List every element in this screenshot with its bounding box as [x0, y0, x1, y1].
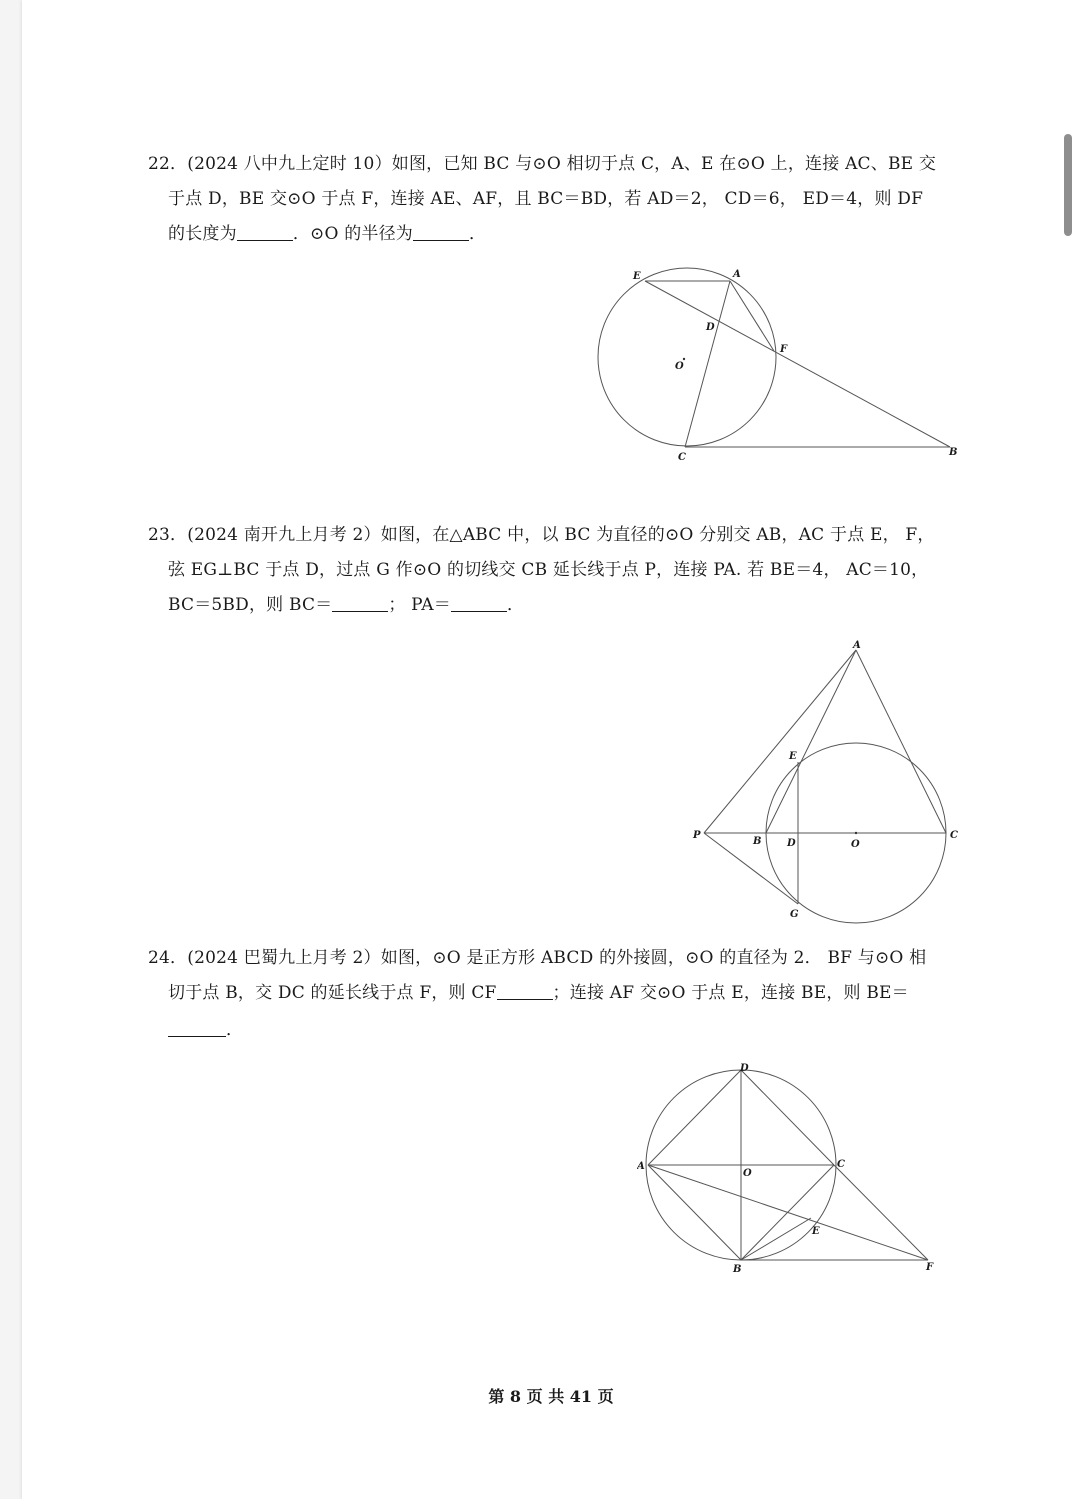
label-e-23: E — [789, 751, 797, 762]
center-dot-23 — [855, 832, 857, 834]
segment-da — [648, 1070, 741, 1165]
problem-23-text-c: ． — [506, 595, 525, 615]
label-a-22: A — [733, 269, 741, 280]
label-o-22: O — [675, 361, 684, 372]
page-number: 第 8 页 共 41 页 — [488, 1387, 614, 1406]
problem-23-line-2: 弦 EG⊥BC 于点 D，过点 G 作⊙O 的切线交 CB 延长线于点 P，连接 PA. 若 BE＝4， AC＝10， — [168, 560, 929, 580]
problem-23-line-1: 23．(2024 南开九上月考 2）如图，在△ABC 中，以 BC 为直径的⊙O 分别交 AB，AC 于点 E， F， — [148, 525, 935, 545]
problem-24-text-b: ；连接 AF 交⊙O 于点 E，连接 BE，则 BE＝ — [552, 983, 909, 1003]
segment-ac-23 — [856, 650, 946, 833]
problem-24-line-2 — [168, 982, 909, 1004]
label-b-24: B — [733, 1264, 742, 1275]
label-c-24: C — [837, 1159, 845, 1170]
segment-dc — [741, 1070, 834, 1165]
segment-eb — [645, 281, 950, 447]
answer-blank-df[interactable] — [237, 224, 293, 241]
figure-23 — [682, 635, 972, 925]
label-e-22: E — [633, 271, 641, 282]
problem-24-text-c: ． — [226, 1020, 244, 1040]
center-dot-22 — [683, 358, 685, 360]
problem-22-line-1: 22．(2024 八中九上定时 10）如图，已知 BC 与⊙O 相切于点 C，A、E 在⊙O 上，连接 AC、BE 交 — [148, 154, 937, 174]
problem-22-line-2: 于点 D，BE 交⊙O 于点 F，连接 AE、AF，且 BC＝BD，若 AD＝2， CD＝6， ED＝4，则 DF — [168, 189, 924, 209]
answer-blank-cf[interactable] — [497, 983, 553, 1000]
label-o-23: O — [851, 839, 860, 850]
label-d-24: D — [740, 1063, 749, 1074]
label-d-22: D — [706, 322, 715, 333]
label-c-22: C — [678, 452, 686, 463]
segment-af — [648, 1165, 928, 1260]
label-c-23: C — [950, 830, 958, 841]
answer-blank-pa[interactable] — [451, 595, 507, 612]
problem-23-text-a: BC＝5BD，则 BC＝ — [168, 595, 333, 615]
label-f-24: F — [926, 1262, 934, 1273]
problem-22-text-a: 的长度为 — [168, 224, 237, 244]
label-d-23: D — [787, 838, 796, 849]
segment-af — [730, 281, 774, 351]
scrollbar-thumb[interactable] — [1064, 134, 1072, 236]
label-b-22: B — [949, 447, 958, 458]
answer-blank-bc[interactable] — [332, 595, 388, 612]
problem-22-text-c: ． — [469, 224, 487, 244]
label-g-23: G — [790, 909, 799, 920]
circle-o-22 — [598, 268, 776, 446]
problem-24-line-3 — [168, 1019, 243, 1041]
label-a-24: A — [637, 1161, 645, 1172]
problem-23-line-3 — [168, 594, 524, 616]
problem-24-line-1: 24．(2024 巴蜀九上月考 2）如图，⊙O 是正方形 ABCD 的外接圆，⊙O 的直径为 2． BF 与⊙O 相 — [148, 948, 927, 968]
segment-cf — [834, 1165, 928, 1260]
problem-23-text-b: ； PA＝ — [388, 595, 451, 615]
figure-22 — [562, 262, 982, 467]
segment-pg — [704, 833, 798, 904]
segment-ab-24 — [648, 1165, 741, 1260]
label-a-23: A — [853, 640, 861, 651]
label-b-23: B — [753, 836, 762, 847]
label-f-22: F — [780, 344, 788, 355]
document-page — [22, 0, 1080, 1499]
figure-24 — [637, 1058, 967, 1278]
problem-24-text-a: 切于点 B，交 DC 的延长线于点 F，则 CF — [168, 983, 497, 1003]
problem-22-text-b: ．⊙O 的半径为 — [292, 224, 413, 244]
label-e-24: E — [812, 1226, 820, 1237]
answer-blank-be[interactable] — [168, 1020, 226, 1037]
problem-22-line-3 — [168, 223, 486, 245]
label-o-24: O — [743, 1168, 752, 1179]
answer-blank-radius[interactable] — [413, 224, 469, 241]
label-p-23: P — [693, 830, 701, 841]
